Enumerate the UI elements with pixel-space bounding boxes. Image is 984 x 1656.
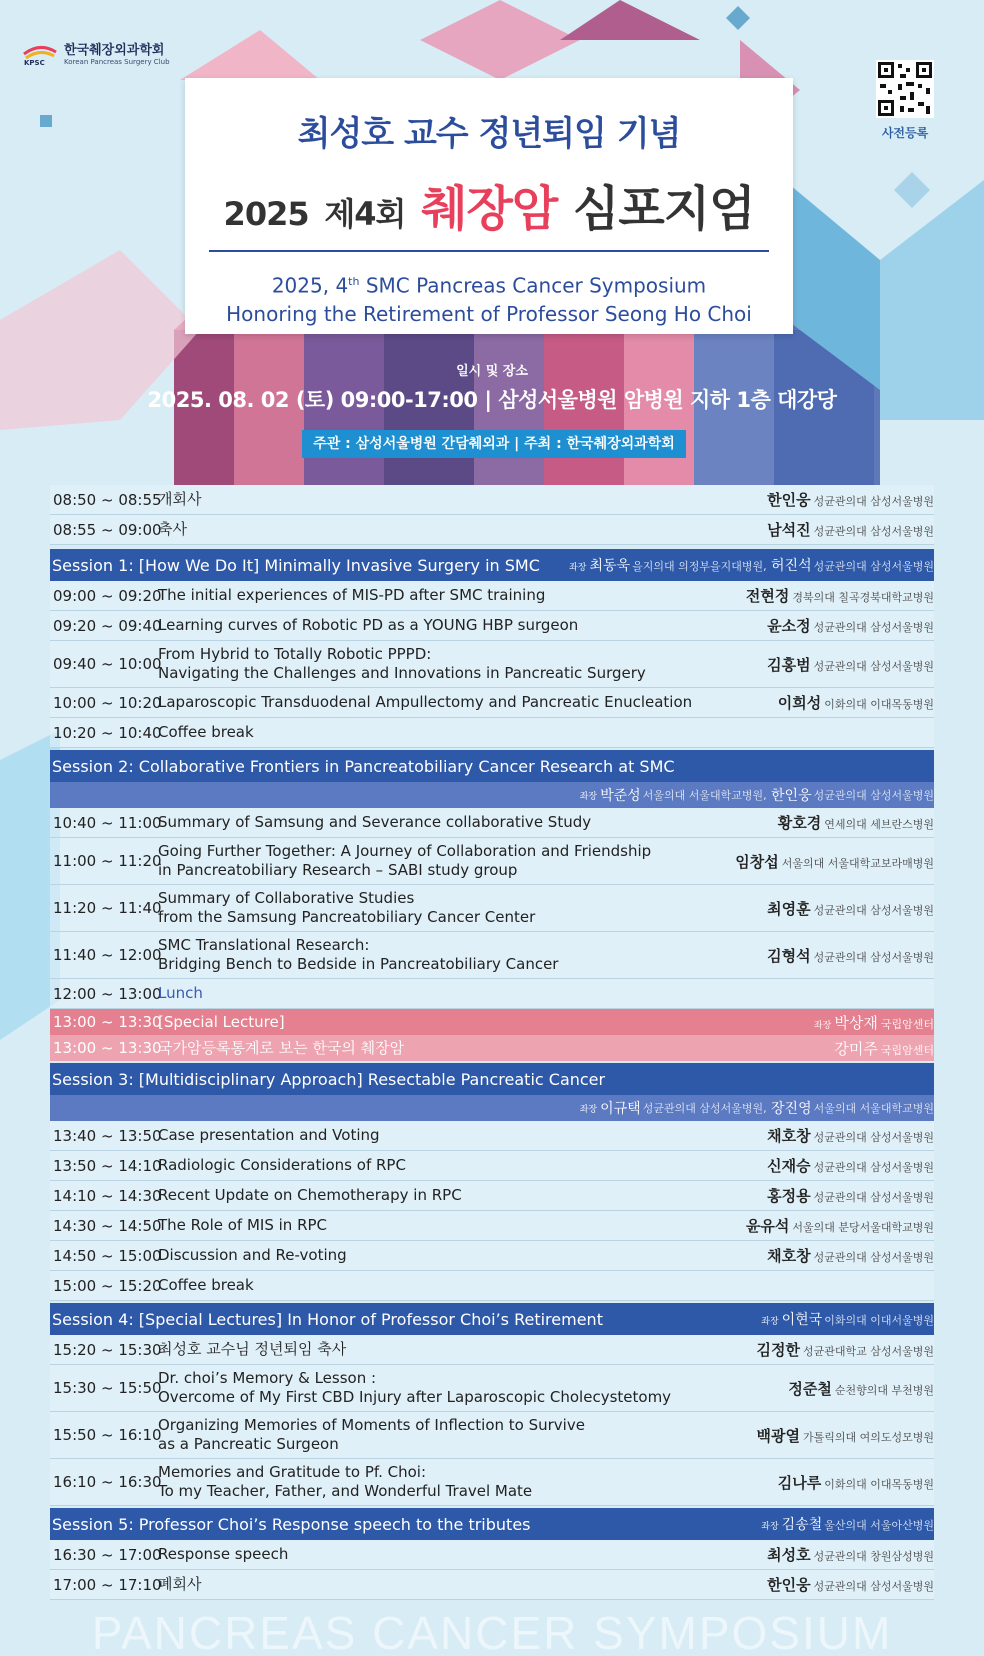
venue-text: 2025. 08. 02 (토) 09:00-17:00 | 삼성서울병원 암병원 지하 1층 대강당 — [147, 388, 837, 412]
row-title: Lunch — [158, 984, 203, 1002]
row-title-2: Navigating the Challenges and Innovations in Pancreatic Surgery — [158, 664, 646, 682]
chair-name: 이규택 — [600, 1101, 641, 1117]
session-title: Session 3: [Multidisciplinary Approach] Resectable Pancreatic Cancer — [52, 1069, 606, 1089]
row-title-2: from the Samsung Pancreatobiliary Cancer Center — [158, 908, 536, 926]
venue-label: 일시 및 장소 — [456, 364, 528, 379]
row-time: 14:30 ~ 14:50 — [53, 1216, 162, 1235]
chair-name: 한인웅 — [771, 788, 812, 804]
row-speaker: 김나루 — [777, 1473, 822, 1492]
session-title: Session 4: [Special Lectures] In Honor of Professor Choi’s Retirement — [52, 1309, 603, 1329]
row-affil: 성균관의대 삼성서울병원 — [813, 659, 934, 673]
row-title: Memories and Gratitude to Pf. Choi: — [158, 1463, 427, 1481]
row-title: Organizing Memories of Moments of Inflection to Survive — [158, 1416, 585, 1434]
special-lecture-talk-row — [50, 1035, 934, 1061]
kpsc-logo-icon — [22, 38, 58, 66]
chair-affil: 성균관의대 삼성서울병원, — [642, 1102, 767, 1115]
row-title: 개회사 — [158, 490, 202, 508]
qr-code-icon[interactable] — [876, 60, 934, 118]
row-title: Learning curves of Robotic PD as a YOUNG HBP surgeon — [158, 616, 579, 634]
row-title-2: Overcome of My First CBD Injury after Laparoscopic Cholecystetomy — [158, 1388, 672, 1406]
row-affil: 이화의대 이대목동병원 — [824, 1477, 934, 1491]
row-time: 16:30 ~ 17:00 — [53, 1545, 162, 1564]
session-2-header — [50, 750, 934, 782]
row-title: Summary of Collaborative Studies — [158, 889, 415, 907]
row-speaker: 전현정 — [745, 587, 790, 605]
row-affil: 성균관의대 삼성서울병원 — [813, 1161, 934, 1174]
row-affil: 성균관의대 삼성서울병원 — [813, 903, 934, 917]
row-affil: 성균관의대 삼성서울병원 — [813, 1131, 934, 1144]
schedule-row — [50, 485, 934, 515]
row-speaker: 한인웅 — [767, 1576, 811, 1594]
chair-name: 허진석 — [771, 558, 812, 574]
row-title-2: Bridging Bench to Bedside in Pancreatobiliary Cancer — [158, 955, 559, 973]
row-speaker: 임창섭 — [735, 852, 779, 871]
row-title: The Role of MIS in RPC — [158, 1216, 328, 1234]
schedule-row — [50, 581, 934, 611]
row-affil: 성균관대학교 삼성서울병원 — [802, 1345, 934, 1358]
row-affil: 연세의대 세브란스병원 — [824, 818, 934, 831]
row-affil: 서울의대 분당서울대학교병원 — [792, 1221, 934, 1234]
row-time: 15:30 ~ 15:50 — [53, 1379, 162, 1397]
row-time: 11:00 ~ 11:20 — [53, 852, 162, 870]
title-box — [185, 78, 793, 334]
row-speaker: 윤소정 — [767, 617, 811, 635]
row-speaker: 최성호 — [767, 1546, 811, 1564]
schedule-row — [50, 515, 934, 545]
special-lecture-row — [50, 1009, 934, 1035]
schedule-row — [50, 611, 934, 641]
row-time: 13:00 ~ 13:30 — [53, 1039, 162, 1057]
chair-affil: 이화의대 이대서울병원 — [824, 1314, 934, 1327]
schedule-row — [50, 1151, 934, 1181]
row-time: 11:20 ~ 11:40 — [53, 899, 162, 917]
chair-name: 최동욱 — [589, 558, 631, 574]
row-time: 09:00 ~ 09:20 — [53, 586, 162, 605]
chair-affil: 서울의대 서울대학교병원 — [813, 1102, 934, 1115]
footer-watermark: PANCREAS CANCER SYMPOSIUM — [91, 1607, 893, 1656]
title-en-b: SMC Pancreas Cancer Symposium — [359, 273, 707, 298]
title-divider — [209, 250, 769, 252]
schedule-row — [50, 932, 934, 979]
chair-tag: 좌장 — [813, 1020, 832, 1031]
schedule-row — [50, 718, 934, 748]
session-2-chairs — [50, 782, 934, 808]
row-title: 국가암등록통계로 보는 한국의 췌장암 — [158, 1038, 405, 1057]
row-affil: 서울의대 서울대학교보라매병원 — [781, 856, 934, 870]
row-title: 폐회사 — [158, 1575, 202, 1593]
schedule-row — [50, 838, 934, 885]
row-time: 13:50 ~ 14:10 — [53, 1156, 162, 1175]
row-time: 13:40 ~ 13:50 — [53, 1126, 162, 1145]
row-time: 12:00 ~ 13:00 — [53, 984, 162, 1003]
schedule-row — [50, 1459, 934, 1506]
row-speaker: 한인웅 — [767, 491, 811, 509]
row-title: Coffee break — [158, 1276, 254, 1294]
row-speaker: 홍정용 — [767, 1187, 811, 1205]
row-speaker: 강미주 — [834, 1039, 878, 1058]
row-speaker: 백광열 — [756, 1426, 800, 1445]
logo-abbr: KPSC — [24, 59, 45, 66]
title-english — [185, 268, 793, 328]
row-title: Dr. choi’s Memory & Lesson : — [158, 1369, 377, 1387]
row-title: Summary of Samsung and Severance collaborative Study — [158, 813, 592, 831]
row-time: 16:10 ~ 16:30 — [53, 1473, 162, 1491]
session-3-header — [50, 1063, 934, 1095]
title-edition: 제4회 — [324, 195, 406, 233]
schedule-row — [50, 1271, 934, 1301]
row-affil: 성균관의대 삼성서울병원 — [813, 621, 934, 634]
chair-name: 박상재 — [834, 1013, 878, 1032]
row-title: Coffee break — [158, 723, 254, 741]
row-affil: 가톨릭의대 여의도성모병원 — [802, 1430, 934, 1444]
row-title: From Hybrid to Totally Robotic PPPD: — [158, 645, 432, 663]
row-time: 09:20 ~ 09:40 — [53, 616, 162, 635]
row-speaker: 정준철 — [788, 1379, 832, 1398]
row-affil: 성균관의대 삼성서울병원 — [813, 1580, 934, 1593]
chair-name: 장진영 — [771, 1101, 812, 1117]
row-affil: 성균관의대 삼성서울병원 — [813, 525, 934, 538]
row-time: 09:40 ~ 10:00 — [53, 655, 162, 673]
schedule — [50, 485, 934, 1600]
title-en-sup: th — [348, 275, 360, 288]
row-title: [Special Lecture] — [158, 1012, 285, 1031]
session-title: Session 2: Collaborative Frontiers in Pancreatobiliary Cancer Research at SMC — [52, 756, 675, 776]
row-affil: 성균관의대 창원삼성병원 — [813, 1550, 934, 1563]
schedule-row — [50, 885, 934, 932]
session-3-chairs — [50, 1095, 934, 1121]
row-affil: 이화의대 이대목동병원 — [824, 698, 934, 711]
logo-english: Korean Pancreas Surgery Club — [64, 57, 170, 66]
row-speaker: 김정한 — [756, 1341, 800, 1359]
title-line1: 최성호 교수 정년퇴임 기념 — [297, 114, 681, 154]
session-4-header — [50, 1303, 934, 1335]
row-title-2: To my Teacher, Father, and Wonderful Travel Mate — [158, 1482, 533, 1500]
row-title: Discussion and Re-voting — [158, 1246, 347, 1264]
schedule-row — [50, 808, 934, 838]
row-speaker: 최영훈 — [767, 899, 811, 918]
row-affil: 순천향의대 부천병원 — [834, 1383, 934, 1397]
chair-affil: 성균관의대 삼성서울병원 — [813, 789, 934, 802]
row-affil: 국립암센터 — [880, 1043, 934, 1057]
session-title: Session 5: Professor Choi’s Response speech to the tributes — [52, 1514, 531, 1534]
row-time: 14:10 ~ 14:30 — [53, 1186, 162, 1205]
row-time: 15:50 ~ 16:10 — [53, 1426, 162, 1444]
row-title: Radiologic Considerations of RPC — [158, 1156, 406, 1174]
row-time: 10:40 ~ 11:00 — [53, 813, 162, 832]
row-time: 10:20 ~ 10:40 — [53, 723, 162, 742]
chair-tag: 좌장 — [579, 791, 598, 802]
title-en-a: 2025, 4 — [271, 273, 349, 298]
chair-affil: 서울의대 서울대학교병원, — [642, 789, 767, 802]
row-title: 최성호 교수님 정년퇴임 축사 — [158, 1340, 347, 1358]
row-title: SMC Translational Research: — [158, 936, 370, 954]
chair-affil: 성균관의대 삼성서울병원 — [813, 560, 934, 573]
row-title: Recent Update on Chemotherapy in RPC — [158, 1186, 462, 1204]
chair-tag: 좌장 — [569, 563, 587, 573]
schedule-row — [50, 1121, 934, 1151]
qr-label: 사전등록 — [881, 126, 929, 140]
row-affil: 성균관의대 삼성서울병원 — [813, 950, 934, 964]
schedule-row — [50, 1570, 934, 1600]
session-title: Session 1: [How We Do It] Minimally Invasive Surgery in SMC — [52, 555, 540, 575]
row-speaker: 신재승 — [767, 1157, 811, 1175]
schedule-row — [50, 688, 934, 718]
row-time: 14:50 ~ 15:00 — [53, 1246, 162, 1265]
row-title: Response speech — [158, 1545, 289, 1563]
lunch-row — [50, 979, 934, 1009]
logo — [22, 38, 170, 66]
row-time: 10:00 ~ 10:20 — [53, 693, 162, 712]
title-main — [185, 170, 793, 239]
schedule-row — [50, 1412, 934, 1459]
schedule-row — [50, 641, 934, 688]
chair-affil: 국립암센터 — [880, 1017, 934, 1031]
row-affil: 성균관의대 삼성서울병원 — [813, 495, 934, 508]
row-time: 11:40 ~ 12:00 — [53, 946, 162, 964]
title-year: 2025 — [223, 195, 309, 233]
title-en-line2: Honoring the Retirement of Professor Seong Ho Choi — [226, 301, 752, 326]
row-time: 17:00 ~ 17:10 — [53, 1575, 162, 1594]
row-time: 08:50 ~ 08:55 — [53, 490, 162, 509]
row-speaker: 채호창 — [767, 1127, 811, 1145]
schedule-row — [50, 1365, 934, 1412]
row-speaker: 채호창 — [767, 1247, 811, 1265]
row-speaker: 이희성 — [777, 694, 822, 712]
chair-name: 이현국 — [781, 1312, 823, 1328]
title-rest: 심포지엄 — [572, 181, 755, 237]
row-affil: 성균관의대 삼성서울병원 — [813, 1191, 934, 1204]
host-badge: 주관 : 삼성서울병원 간담췌외과 | 주최 : 한국췌장외과학회 — [302, 430, 686, 458]
row-speaker: 남석진 — [767, 521, 811, 539]
session-5-header — [50, 1508, 934, 1540]
schedule-row — [50, 1211, 934, 1241]
chair-affil: 을지의대 의정부을지대병원, — [632, 560, 767, 573]
row-speaker: 윤유석 — [745, 1217, 790, 1235]
row-affil: 경북의대 칠곡경북대학교병원 — [792, 591, 934, 604]
row-time: 13:00 ~ 13:30 — [53, 1013, 162, 1031]
schedule-row — [50, 1241, 934, 1271]
row-title-2: as a Pancreatic Surgeon — [158, 1435, 339, 1453]
row-speaker: 김홍범 — [767, 655, 811, 674]
row-title-2: in Pancreatobiliary Research – SABI study group — [158, 861, 518, 879]
chair-affil: 울산의대 서울아산병원 — [824, 1519, 934, 1532]
row-speaker: 김형석 — [767, 946, 811, 965]
schedule-row — [50, 1335, 934, 1365]
row-title: Going Further Together: A Journey of Collaboration and Friendship — [158, 842, 652, 860]
row-time: 15:20 ~ 15:30 — [53, 1340, 162, 1359]
chair-name: 박준성 — [600, 788, 641, 804]
title-highlight: 췌장암 — [421, 181, 558, 237]
schedule-row — [50, 1540, 934, 1570]
chair-tag: 좌장 — [579, 1104, 598, 1115]
row-title: 축사 — [158, 520, 187, 538]
chair-name: 김송철 — [781, 1517, 823, 1533]
row-affil: 성균관의대 삼성서울병원 — [813, 1251, 934, 1264]
row-title: Laparoscopic Transduodenal Ampullectomy and Pancreatic Enucleation — [158, 693, 693, 711]
chair-tag: 좌장 — [761, 1522, 779, 1532]
row-title: Case presentation and Voting — [158, 1126, 380, 1144]
logo-korean: 한국췌장외과학회 — [64, 42, 165, 58]
session-1-header — [50, 549, 934, 581]
chair-tag: 좌장 — [761, 1317, 779, 1327]
row-time: 08:55 ~ 09:00 — [53, 520, 162, 539]
row-speaker: 황호경 — [777, 814, 822, 832]
row-title: The initial experiences of MIS-PD after SMC training — [158, 586, 546, 604]
row-time: 15:00 ~ 15:20 — [53, 1276, 162, 1295]
schedule-row — [50, 1181, 934, 1211]
